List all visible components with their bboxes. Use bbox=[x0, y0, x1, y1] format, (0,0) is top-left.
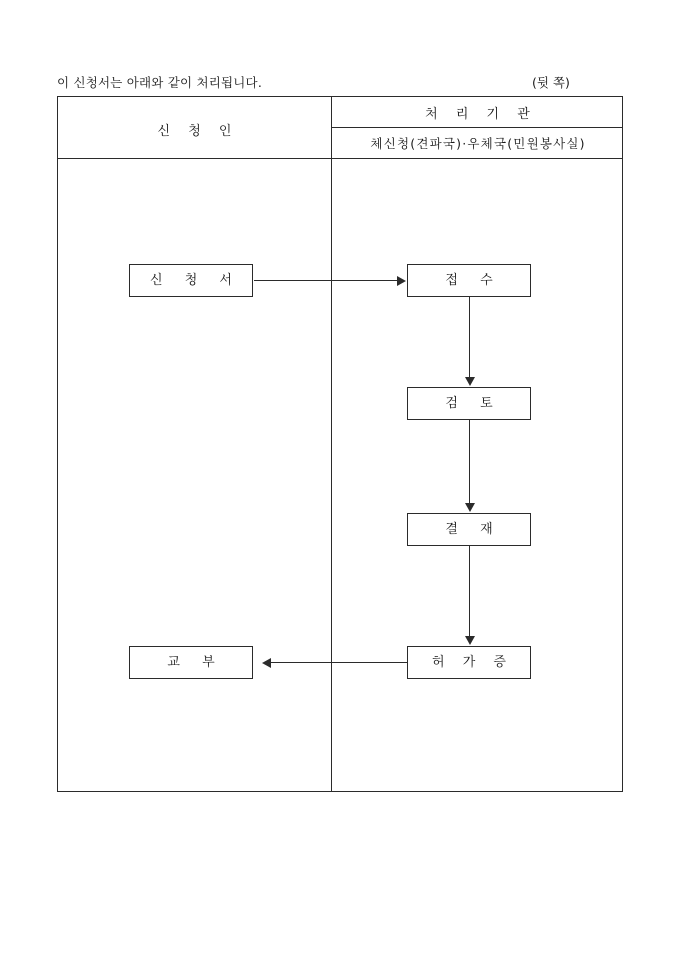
node-application: 신 청 서 bbox=[129, 264, 253, 297]
arrowhead-down-approval bbox=[465, 503, 475, 512]
agency-header-underline bbox=[331, 127, 623, 128]
connector-approval-to-permit bbox=[469, 546, 470, 637]
agency-subheader-underline bbox=[331, 158, 623, 159]
applicant-header-underline bbox=[57, 158, 332, 159]
column-divider bbox=[331, 96, 332, 792]
connector-application-to-receipt bbox=[254, 280, 398, 281]
arrowhead-left-issue bbox=[262, 658, 271, 668]
node-issue: 교 부 bbox=[129, 646, 253, 679]
processing-note: 이 신청서는 아래와 같이 처리됩니다. bbox=[57, 75, 262, 90]
node-review: 검 토 bbox=[407, 387, 531, 420]
column-header-agency: 처 리 기 관 bbox=[425, 107, 537, 122]
connector-permit-to-issue bbox=[271, 662, 407, 663]
connector-review-to-approval bbox=[469, 420, 470, 504]
node-receipt: 접 수 bbox=[407, 264, 531, 297]
arrowhead-right-receipt bbox=[397, 276, 406, 286]
arrowhead-down-permit bbox=[465, 636, 475, 645]
process-table-frame bbox=[57, 96, 623, 792]
node-permit: 허 가 증 bbox=[407, 646, 531, 679]
column-subheader-agency: 체신청(견파국)·우체국(민원봉사실) bbox=[370, 136, 586, 151]
node-approval: 결 재 bbox=[407, 513, 531, 546]
arrowhead-down-review bbox=[465, 377, 475, 386]
column-header-applicant: 신 청 인 bbox=[157, 124, 239, 139]
page-marker: (뒷 쪽) bbox=[532, 75, 570, 90]
connector-receipt-to-review bbox=[469, 297, 470, 378]
